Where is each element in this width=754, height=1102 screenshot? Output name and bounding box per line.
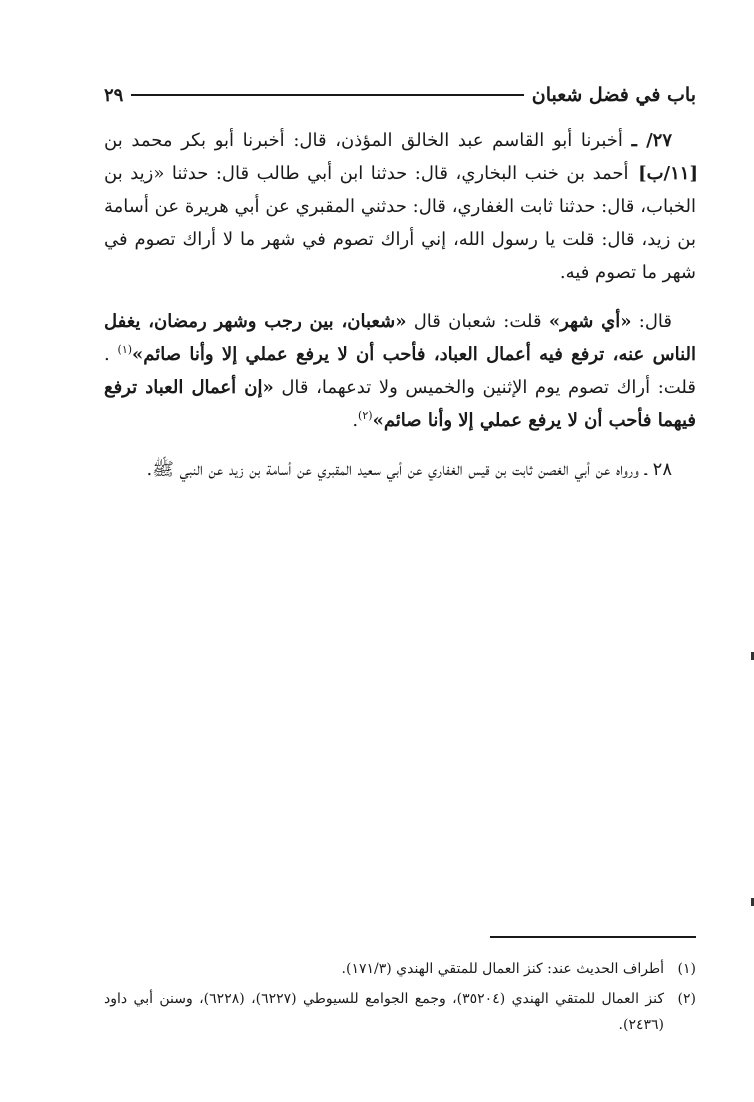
chapter-title: باب في فضل شعبان: [531, 84, 696, 106]
footnotes: [104, 956, 696, 1042]
text-segment: . قلت: أراك تصوم يوم الإثنين والخميس ولا تدعهما، قال: [104, 344, 696, 398]
hadith-text-continued: أحمد بن خنب البخاري، قال: حدثنا ابن أبي طالب قال: حدثنا «زيد بن الخباب، قال: حدثنا ثابت الغفاري، قال: حدثني المقبري عن أبي هريرة عن أسامة بن زيد، قال: قلت يا رسول الله، إني أراك تصوم في شهر ما لا أراك تصوم في شهر ما تصوم فيه.: [104, 163, 696, 283]
hadith-text: أخبرنا أبو القاسم عبد الخالق المؤذن، قال: أخبرنا أبو بكر محمد بن: [104, 130, 623, 151]
hadith-27: [104, 124, 696, 289]
main-text: [104, 124, 696, 502]
hadith-number: ٢٧/ ـ: [631, 130, 672, 151]
page-number: ٢٩: [104, 84, 124, 106]
manuscript-folio-ref: [١١/ب]: [638, 163, 698, 184]
footnote-text: أطراف الحديث عند: كنز العمال للمتقي الهندي (١٧١/٣).: [341, 961, 664, 977]
footnote-1: [104, 956, 696, 982]
text-segment: قلت: شعبان قال: [406, 311, 542, 332]
footnote-marker: (١): [117, 343, 133, 356]
running-header: [104, 80, 696, 110]
hadith-27-dialogue: [104, 305, 696, 437]
footnote-marker: (٢): [358, 409, 373, 422]
header-rule: [131, 94, 523, 96]
footnote-number: (١): [677, 961, 696, 977]
hadith-text: ٢٨ ـ ورواه عن أبي الغصن ثابت بن قيس الغفاري عن أبي سعيد المقبري عن أسامة بن زيد عن النبي ﷺ.: [146, 459, 672, 480]
footnote-2: [104, 986, 696, 1038]
footnote-separator: [490, 936, 696, 938]
footnote-text: كنز العمال للمتقي الهندي (٣٥٢٠٤)، وجمع الجوامع للسيوطي (٦٢٢٧)، (٦٢٢٨)، وسنن أبي داود (٢٤٣٦).: [104, 991, 664, 1033]
quote-bold: «شعبان، بين رجب وشهر رمضان، يغفل الناس عنه، ترفع فيه أعمال العباد، فأحب أن لا يرفع عملي إلا وأنا صائم»: [104, 311, 696, 365]
quote-bold: «أي شهر»: [548, 311, 632, 332]
quote-bold: «إن أعمال العباد ترفع فيهما فأحب أن لا يرفع عملي إلا وأنا صائم»: [104, 377, 696, 431]
text-segment: قال:: [631, 311, 672, 332]
hadith-28: [104, 453, 696, 486]
text-segment: .: [352, 410, 359, 431]
footnote-number: (٢): [677, 991, 696, 1007]
